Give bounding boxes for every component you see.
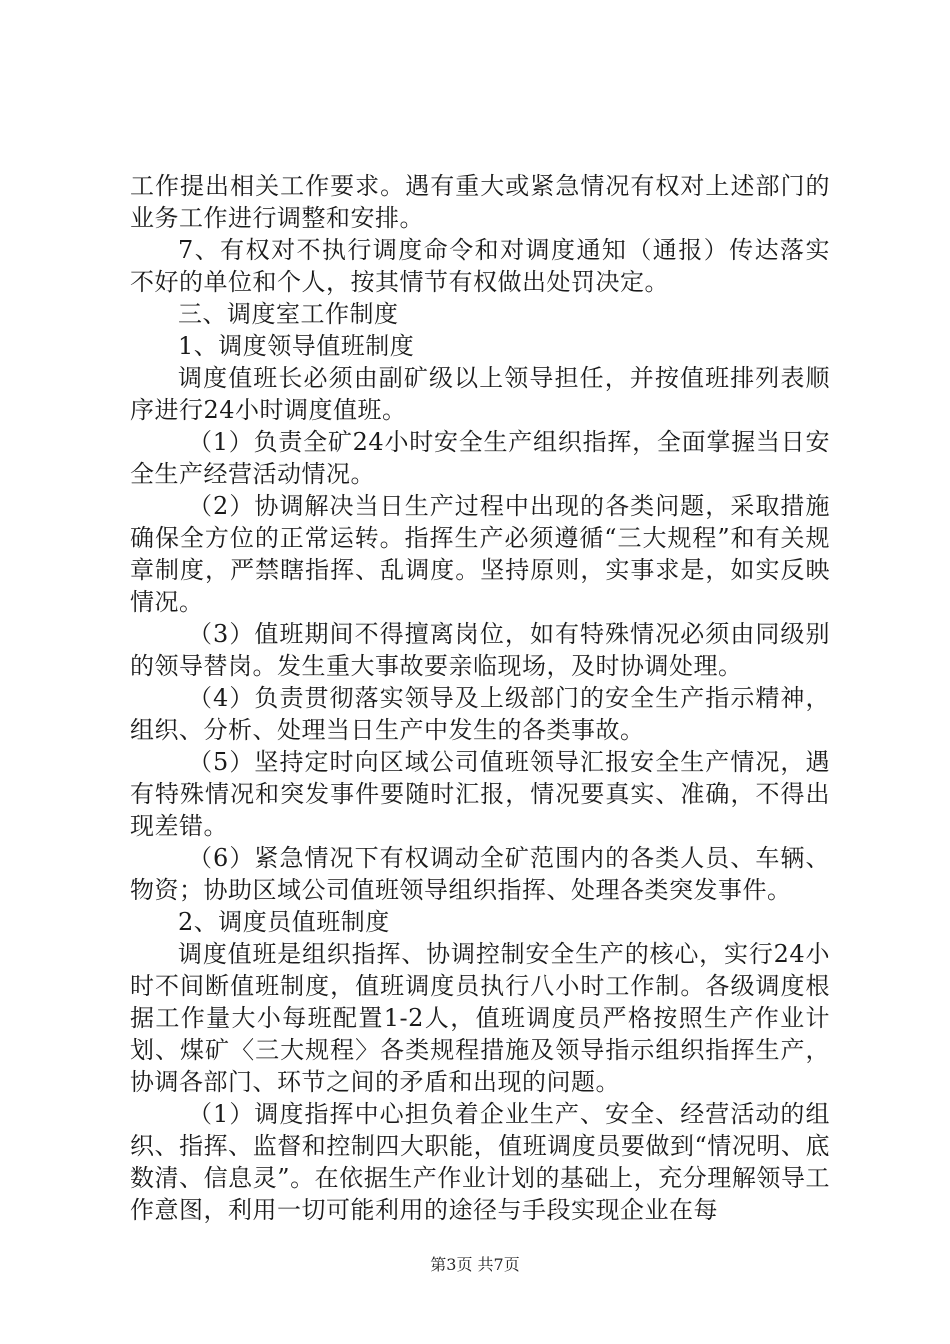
list-item-5: （5）坚持定时向区域公司值班领导汇报安全生产情况，遇有特殊情况和突发事件要随时汇报，情况要真实、准确，不得出现差错。 — [130, 748, 830, 840]
list-item-1: （1）负责全矿24小时安全生产组织指挥，全面掌握当日安全生产经营活动情况。 — [130, 428, 830, 488]
list-item-3: （3）值班期间不得擅离岗位，如有特殊情况必须由同级别的领导替岗。发生重大事故要亲临现场，及时协调处理。 — [130, 620, 830, 680]
subsection-heading-1: 1、调度领导值班制度 — [178, 332, 415, 360]
paragraph-dispatcher-duty: 调度值班是组织指挥、协调控制安全生产的核心，实行24小时不间断值班制度，值班调度员执行八小时工作制。各级调度根据工作量大小每班配置1-2人，值班调度员严格按照生产作业计划、煤矿〈三大规程〉各类规程措施及领导指示组织指挥生产，协调各部门、环节之间的矛盾和出现的问题。 — [130, 940, 830, 1096]
list-item-6: （6）紧急情况下有权调动全矿范围内的各类人员、车辆、物资；协助区域公司值班领导组织指挥、处理各类突发事件。 — [130, 844, 830, 904]
paragraph-item-7: 7、有权对不执行调度命令和对调度通知（通报）传达落实不好的单位和个人，按其情节有权做出处罚决定。 — [130, 236, 830, 296]
paragraph-leader-duty: 调度值班长必须由副矿级以上领导担任，并按值班排列表顺序进行24小时调度值班。 — [130, 364, 830, 424]
paragraph-continuation: 工作提出相关工作要求。遇有重大或紧急情况有权对上述部门的业务工作进行调整和安排。 — [130, 172, 830, 232]
list-item-2: （2）协调解决当日生产过程中出现的各类问题，采取措施确保全方位的正常运转。指挥生产必须遵循“三大规程”和有关规章制度，严禁瞎指挥、乱调度。坚持原则，实事求是，如实反映情况。 — [130, 492, 830, 616]
list-item-dispatcher-1: （1）调度指挥中心担负着企业生产、安全、经营活动的组织、指挥、监督和控制四大职能，值班调度员要做到“情况明、底数清、信息灵”。在依据生产作业计划的基础上，充分理解领导工作意图，利用一切可能利用的途径与手段实现企业在每 — [130, 1100, 830, 1224]
section-heading-3: 三、调度室工作制度 — [178, 300, 399, 328]
document-body — [130, 170, 830, 1226]
page-footer: 第3页 共7页 — [430, 1255, 520, 1274]
subsection-heading-2: 2、调度员值班制度 — [178, 908, 390, 936]
list-item-4: （4）负责贯彻落实领导及上级部门的安全生产指示精神，组织、分析、处理当日生产中发生的各类事故。 — [130, 684, 830, 744]
